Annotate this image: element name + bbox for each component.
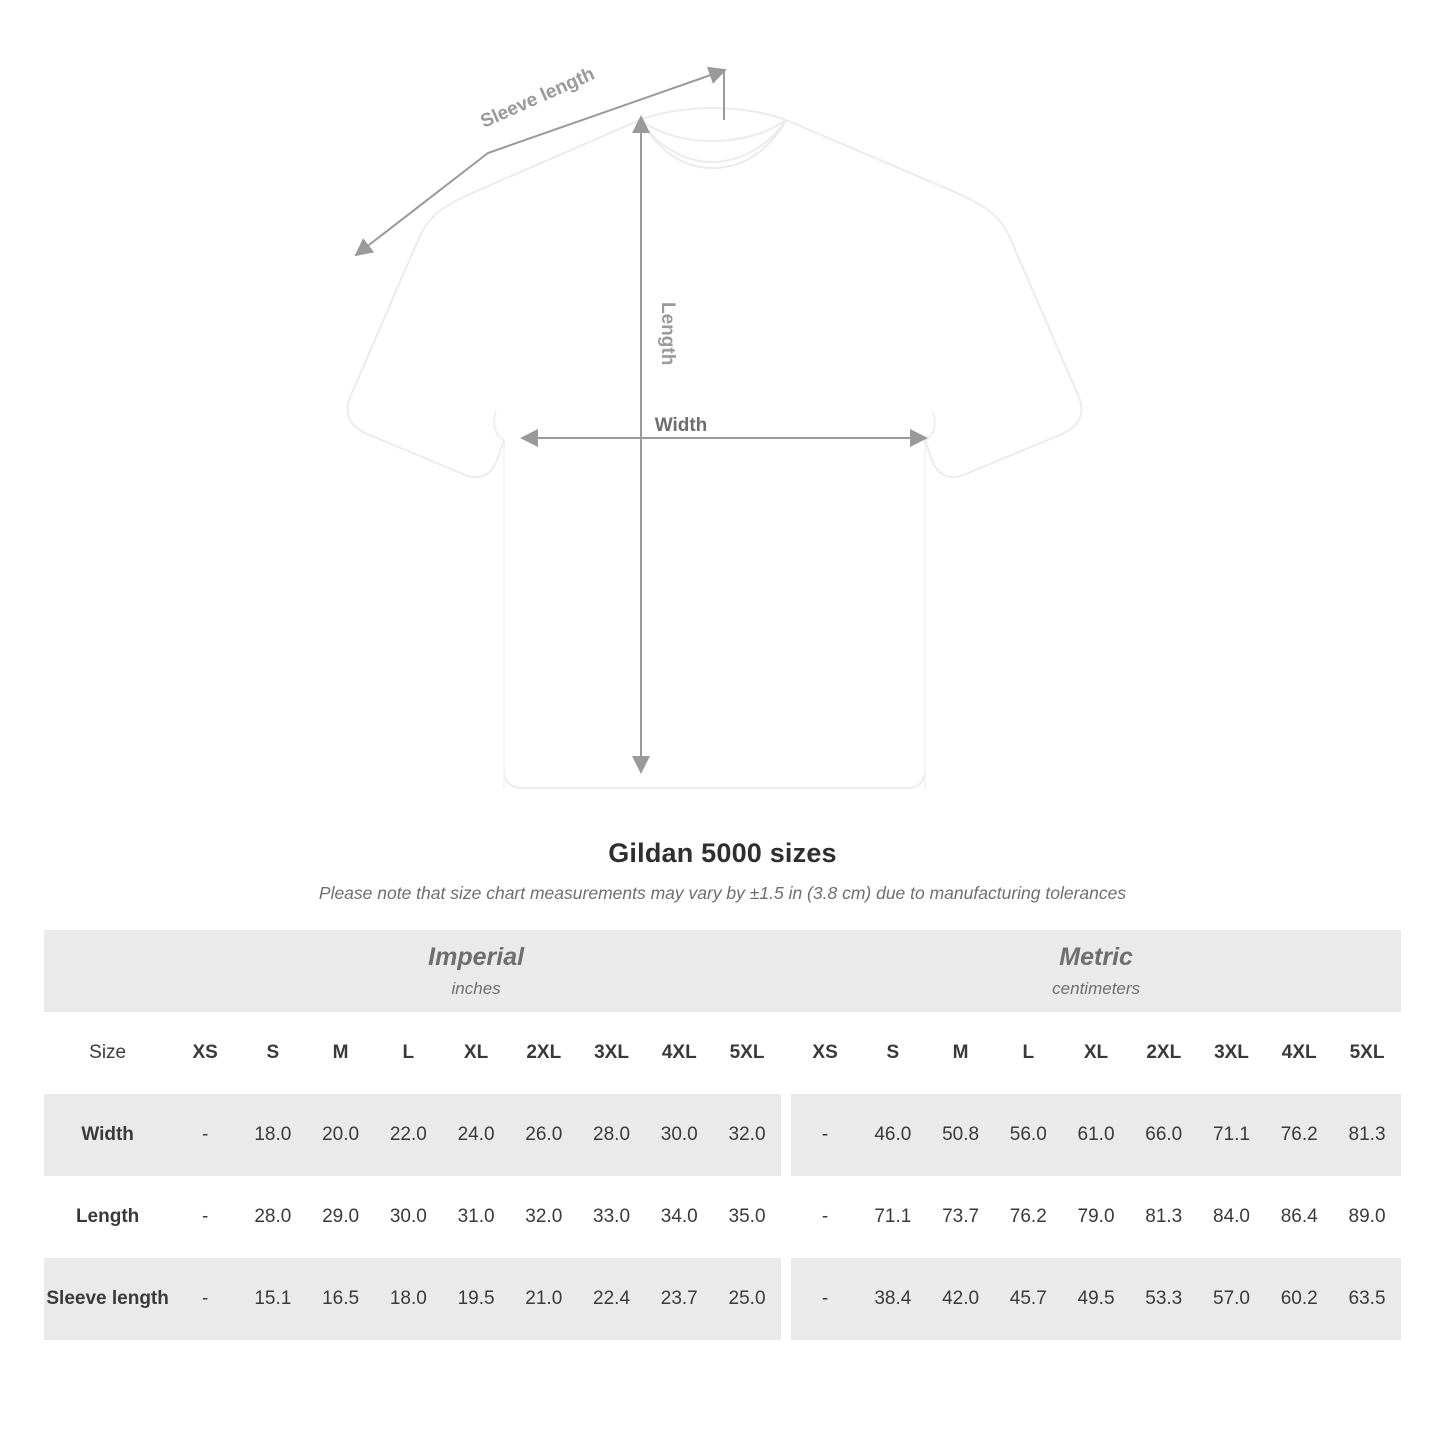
cell-width-imperial-5xl: 32.0: [713, 1094, 781, 1176]
cell-sleeve-metric-xl: 49.5: [1062, 1258, 1130, 1340]
cell-sleeve-imperial-l: 18.0: [374, 1258, 442, 1340]
cell-sleeve-imperial-xl: 19.5: [442, 1258, 510, 1340]
size-header-imperial-s: S: [239, 1012, 307, 1094]
width-label: Width: [654, 415, 708, 436]
unit-header-metric: [791, 930, 1401, 1012]
size-header-imperial-l: L: [374, 1012, 442, 1094]
cell-length-imperial-l: 30.0: [374, 1176, 442, 1258]
cell-length-metric-xl: 79.0: [1062, 1176, 1130, 1258]
cell-width-imperial-m: 20.0: [307, 1094, 375, 1176]
cell-width-metric-3xl: 71.1: [1198, 1094, 1266, 1176]
cell-sleeve-metric-l: 45.7: [994, 1258, 1062, 1340]
size-header-gap: [781, 1012, 791, 1094]
size-header-imperial-5xl: 5XL: [713, 1012, 781, 1094]
size-header-metric-l: L: [994, 1012, 1062, 1094]
size-header-imperial-xl: XL: [442, 1012, 510, 1094]
size-header-imperial-2xl: 2XL: [510, 1012, 578, 1094]
size-header-imperial-xs: XS: [171, 1012, 239, 1094]
cell-width-imperial-4xl: 30.0: [645, 1094, 713, 1176]
table-row: [44, 1094, 1401, 1176]
cell-sleeve-imperial-5xl: 25.0: [713, 1258, 781, 1340]
cell-sleeve-metric-3xl: 57.0: [1198, 1258, 1266, 1340]
cell-length-metric-4xl: 86.4: [1265, 1176, 1333, 1258]
cell-width-metric-xs: -: [791, 1094, 859, 1176]
size-header-metric-s: S: [859, 1012, 927, 1094]
cell-length-imperial-5xl: 35.0: [713, 1176, 781, 1258]
cell-length-imperial-3xl: 33.0: [578, 1176, 646, 1258]
unit-header-row: [44, 930, 1401, 1012]
row-gap-sleeve: [781, 1258, 791, 1340]
cell-width-metric-5xl: 81.3: [1333, 1094, 1401, 1176]
cell-length-imperial-4xl: 34.0: [645, 1176, 713, 1258]
size-header-imperial-4xl: 4XL: [645, 1012, 713, 1094]
size-header-metric-m: M: [927, 1012, 995, 1094]
cell-sleeve-metric-5xl: 63.5: [1333, 1258, 1401, 1340]
cell-width-metric-2xl: 66.0: [1130, 1094, 1198, 1176]
row-label-sleeve-length: Sleeve length: [44, 1258, 171, 1340]
size-header-imperial-3xl: 3XL: [578, 1012, 646, 1094]
tshirt-shape: [348, 108, 1082, 788]
cell-length-metric-xs: -: [791, 1176, 859, 1258]
cell-width-metric-m: 50.8: [927, 1094, 995, 1176]
size-table-wrap: [44, 930, 1401, 1340]
cell-sleeve-imperial-3xl: 22.4: [578, 1258, 646, 1340]
size-table: [44, 930, 1401, 1340]
title-block: [0, 838, 1445, 904]
unit-header-gap: [781, 930, 791, 1012]
cell-width-imperial-xl: 24.0: [442, 1094, 510, 1176]
cell-length-metric-m: 73.7: [927, 1176, 995, 1258]
cell-length-metric-l: 76.2: [994, 1176, 1062, 1258]
cell-length-metric-2xl: 81.3: [1130, 1176, 1198, 1258]
unit-sub-metric: centimeters: [1052, 979, 1141, 998]
size-header-metric-xs: XS: [791, 1012, 859, 1094]
cell-width-imperial-s: 18.0: [239, 1094, 307, 1176]
cell-sleeve-imperial-s: 15.1: [239, 1258, 307, 1340]
cell-sleeve-metric-2xl: 53.3: [1130, 1258, 1198, 1340]
cell-width-imperial-xs: -: [171, 1094, 239, 1176]
size-header-row: [44, 1012, 1401, 1094]
row-label-width: Width: [44, 1094, 171, 1176]
size-header-metric-3xl: 3XL: [1198, 1012, 1266, 1094]
unit-header-imperial: [171, 930, 781, 1012]
sleeve-length-label: Sleeve length: [477, 63, 598, 133]
cell-length-imperial-s: 28.0: [239, 1176, 307, 1258]
length-label: Length: [657, 302, 678, 366]
size-header-label: Size: [44, 1012, 171, 1094]
size-header-metric-2xl: 2XL: [1130, 1012, 1198, 1094]
cell-sleeve-metric-s: 38.4: [859, 1258, 927, 1340]
cell-length-metric-5xl: 89.0: [1333, 1176, 1401, 1258]
cell-width-metric-s: 46.0: [859, 1094, 927, 1176]
table-row: [44, 1258, 1401, 1340]
size-header-metric-xl: XL: [1062, 1012, 1130, 1094]
cell-length-metric-s: 71.1: [859, 1176, 927, 1258]
cell-width-metric-xl: 61.0: [1062, 1094, 1130, 1176]
unit-name-metric: Metric: [1059, 943, 1133, 971]
size-header-metric-4xl: 4XL: [1265, 1012, 1333, 1094]
cell-sleeve-imperial-2xl: 21.0: [510, 1258, 578, 1340]
cell-width-metric-4xl: 76.2: [1265, 1094, 1333, 1176]
size-header-imperial-m: M: [307, 1012, 375, 1094]
cell-sleeve-metric-4xl: 60.2: [1265, 1258, 1333, 1340]
row-gap-length: [781, 1176, 791, 1258]
size-header-metric-5xl: 5XL: [1333, 1012, 1401, 1094]
cell-length-imperial-2xl: 32.0: [510, 1176, 578, 1258]
cell-sleeve-imperial-4xl: 23.7: [645, 1258, 713, 1340]
tolerance-note: Please note that size chart measurements may vary by ±1.5 in (3.8 cm) due to manufacturing tolerances: [318, 883, 1127, 903]
cell-sleeve-imperial-xs: -: [171, 1258, 239, 1340]
cell-length-imperial-xs: -: [171, 1176, 239, 1258]
page-title: Gildan 5000 sizes: [608, 838, 837, 868]
unit-header-spacer: [44, 930, 171, 1012]
cell-sleeve-metric-m: 42.0: [927, 1258, 995, 1340]
cell-width-imperial-l: 22.0: [374, 1094, 442, 1176]
cell-length-imperial-m: 29.0: [307, 1176, 375, 1258]
row-label-length: Length: [44, 1176, 171, 1258]
cell-width-imperial-2xl: 26.0: [510, 1094, 578, 1176]
cell-sleeve-metric-xs: -: [791, 1258, 859, 1340]
cell-length-metric-3xl: 84.0: [1198, 1176, 1266, 1258]
cell-width-imperial-3xl: 28.0: [578, 1094, 646, 1176]
unit-sub-imperial: inches: [451, 979, 501, 998]
unit-name-imperial: Imperial: [428, 943, 525, 971]
cell-width-metric-l: 56.0: [994, 1094, 1062, 1176]
cell-length-imperial-xl: 31.0: [442, 1176, 510, 1258]
row-gap-width: [781, 1094, 791, 1176]
cell-sleeve-imperial-m: 16.5: [307, 1258, 375, 1340]
table-row: [44, 1176, 1401, 1258]
